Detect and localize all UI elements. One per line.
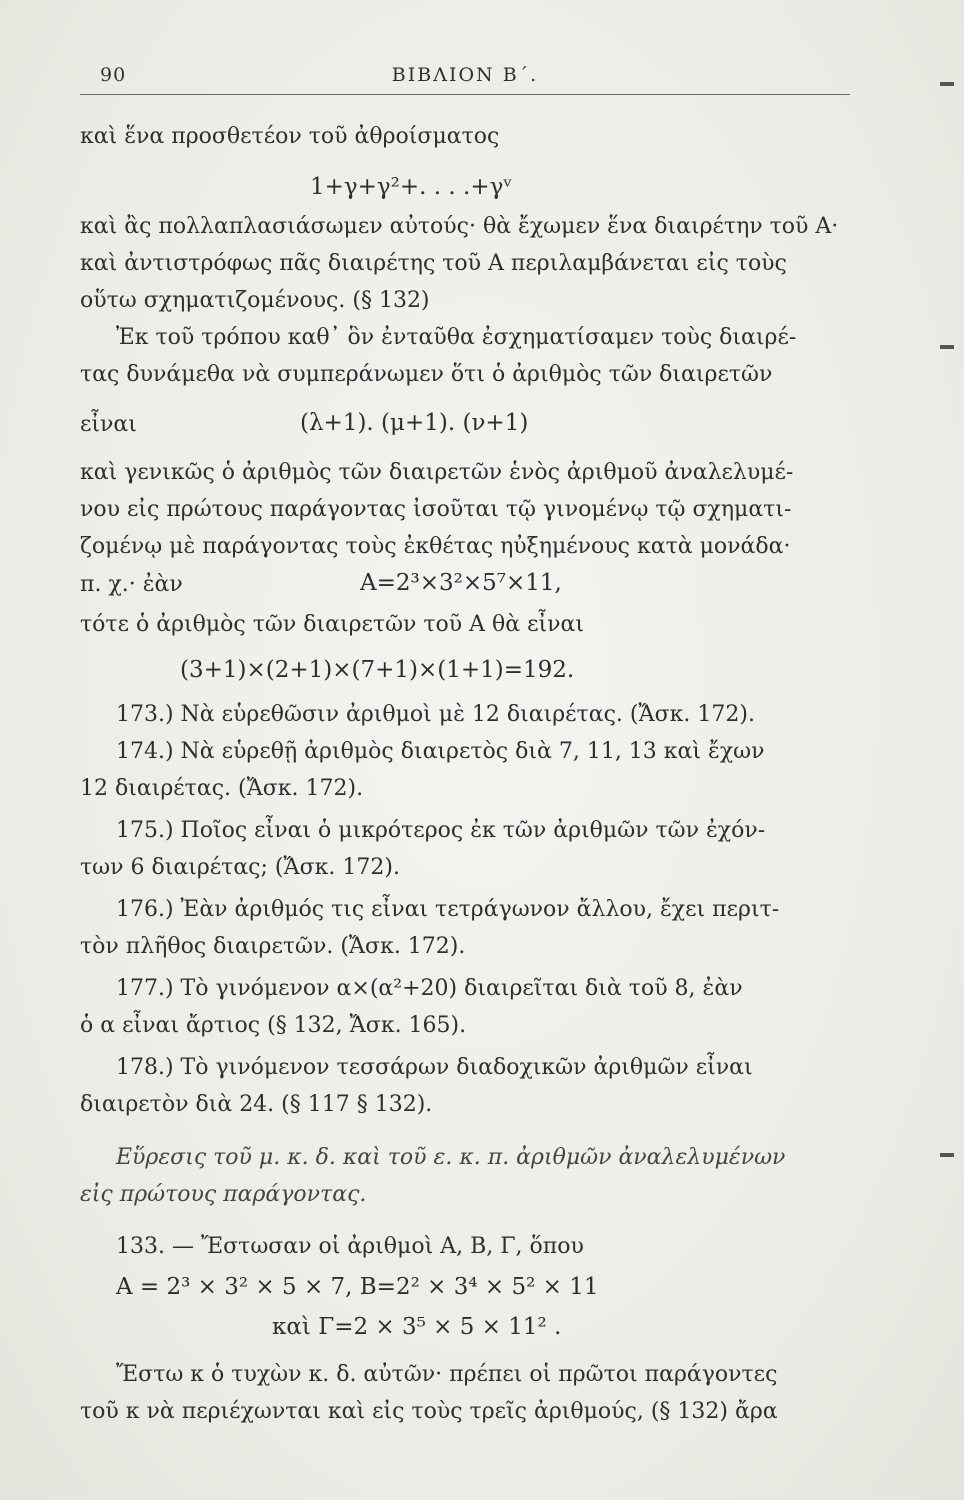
- text-line: τὸν πλῆθος διαιρετῶν. (Ἄσκ. 172).: [80, 934, 466, 959]
- equation-sum: 1+γ+γ²+. . . .+γᵛ: [310, 174, 512, 200]
- exercise-173: 173.) Νὰ εὑρεθῶσιν ἀριθμοὶ μὲ 12 διαιρέτας. (Ἄσκ. 172).: [116, 702, 755, 727]
- text-line: καὶ ἕνα προσθετέον τοῦ ἀθροίσματος: [80, 124, 500, 149]
- page-header: [80, 60, 850, 95]
- text-line: νου εἰς πρώτους παράγοντας ἰσοῦται τῷ γινομένῳ τῷ σχηματι-: [80, 497, 792, 522]
- text-line: καὶ γενικῶς ὁ ἀριθμὸς τῶν διαιρετῶν ἑνὸς ἀριθμοῦ ἀναλελυμέ-: [80, 460, 794, 485]
- text-line: καὶ ἀντιστρόφως πᾶς διαιρέτης τοῦ Α περιλαμβάνεται εἰς τοὺς: [80, 251, 787, 276]
- text-line: ζομένῳ μὲ παράγοντας τοὺς ἐκθέτας ηὐξημένους κατὰ μονάδα·: [80, 534, 791, 559]
- text-line: τας δυνάμεθα νὰ συμπεράνωμεν ὅτι ὁ ἀριθμὸς τῶν διαιρετῶν: [80, 362, 773, 387]
- exercise-174: 174.) Νὰ εὑρεθῇ ἀριθμὸς διαιρετὸς διὰ 7, 11, 13 καὶ ἔχων: [116, 739, 765, 764]
- section-heading: Εὕρεσις τοῦ μ. κ. δ. καὶ τοῦ ε. κ. π. ἀριθμῶν ἀναλελυμένων: [116, 1145, 786, 1170]
- section-heading-continued: εἰς πρώτους παράγοντας.: [80, 1182, 367, 1207]
- exercise-177: 177.) Τὸ γινόμενον α×(α²+20) διαιρεῖται διὰ τοῦ 8, ἐὰν: [116, 976, 743, 1001]
- text-line: τότε ὁ ἀριθμὸς τῶν διαιρετῶν τοῦ Α θὰ εἶναι: [80, 612, 585, 637]
- exercise-175: 175.) Ποῖος εἶναι ὁ μικρότερος ἐκ τῶν ἀριθμῶν τῶν ἐχόν-: [116, 818, 766, 843]
- equation-result: (3+1)×(2+1)×(7+1)×(1+1)=192.: [180, 657, 575, 683]
- text-line: τοῦ κ νὰ περιέχωνται καὶ εἰς τοὺς τρεῖς ἀριθμούς, (§ 132) ἄρα: [80, 1399, 778, 1424]
- equation-example: Α=2³×3²×5⁷×11,: [360, 570, 562, 596]
- text-line: Ἐκ τοῦ τρόπου καθ᾽ ὃν ἐνταῦθα ἐσχηματίσαμεν τοὺς διαιρέ-: [116, 325, 797, 350]
- text-line: ὁ α εἶναι ἄρτιος (§ 132, Ἄσκ. 165).: [80, 1013, 467, 1038]
- equation-g: καὶ Γ=2 × 3⁵ × 5 × 11² .: [272, 1314, 562, 1340]
- text-line: Ἔστω κ ὁ τυχὼν κ. δ. αὐτῶν· πρέπει οἱ πρῶτοι παράγοντες: [116, 1362, 778, 1387]
- running-head: ΒΙΒΛΙΟΝ Β΄.: [391, 64, 539, 86]
- margin-mark: [940, 345, 954, 349]
- text-line: εἶναι: [80, 412, 137, 437]
- exercise-178: 178.) Τὸ γινόμενον τεσσάρων διαδοχικῶν ἀριθμῶν εἶναι: [116, 1055, 753, 1080]
- section-133: 133. — Ἔστωσαν οἱ ἀριθμοὶ Α, Β, Γ, ὅπου: [116, 1234, 584, 1259]
- text-line: καὶ ἂς πολλαπλασιάσωμεν αὐτούς· θὰ ἔχωμεν ἕνα διαιρέτην τοῦ Α·: [80, 214, 839, 239]
- page-number: 90: [100, 64, 127, 86]
- margin-mark: [940, 82, 954, 86]
- text-line: διαιρετὸν διὰ 24. (§ 117 § 132).: [80, 1092, 433, 1117]
- equation-divisor-count: (λ+1). (μ+1). (ν+1): [300, 410, 529, 436]
- text-line: π. χ.· ἐὰν: [80, 572, 183, 597]
- equation-a-b: Α = 2³ × 3² × 5 × 7, Β=2² × 3⁴ × 5² × 11: [116, 1274, 599, 1300]
- exercise-176: 176.) Ἐὰν ἀριθμός τις εἶναι τετράγωνον ἄλλου, ἔχει περιτ-: [116, 897, 780, 922]
- text-line: 12 διαιρέτας. (Ἄσκ. 172).: [80, 776, 364, 801]
- text-line: οὕτω σχηματιζομένους. (§ 132): [80, 288, 430, 313]
- text-line: των 6 διαιρέτας; (Ἄσκ. 172).: [80, 855, 400, 880]
- margin-mark: [940, 1153, 954, 1157]
